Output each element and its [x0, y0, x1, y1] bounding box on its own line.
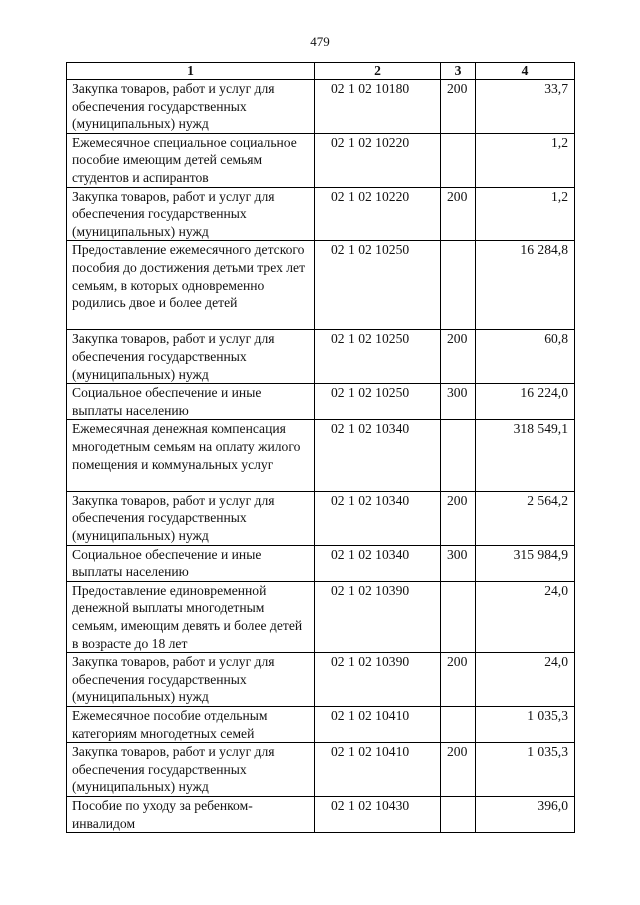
column-header-amount: 4	[476, 63, 575, 80]
row-type-cell: 300	[441, 545, 476, 581]
table-row	[67, 491, 575, 545]
row-code-cell: 02 1 02 10220	[315, 187, 441, 241]
row-name-cell: Ежемесячная денежная компенсация многодетным семьям на оплату жилого помещения и коммунальных услуг	[67, 420, 315, 491]
row-amount-cell: 33,7	[476, 80, 575, 134]
row-amount-cell: 1 035,3	[476, 706, 575, 742]
row-type-cell	[441, 796, 476, 832]
table-row	[67, 241, 575, 330]
row-type-cell: 200	[441, 653, 476, 707]
row-amount-cell: 318 549,1	[476, 420, 575, 491]
row-type-cell	[441, 241, 476, 330]
row-name-cell: Ежемесячное специальное социальное пособие имеющим детей семьям студентов и аспирантов	[67, 133, 315, 187]
row-name-cell: Закупка товаров, работ и услуг для обеспечения государственных (муниципальных) нужд	[67, 743, 315, 797]
row-name-cell: Ежемесячное пособие отдельным категориям многодетных семей	[67, 706, 315, 742]
row-type-cell	[441, 706, 476, 742]
table-row	[67, 545, 575, 581]
row-name-cell: Социальное обеспечение и иные выплаты населению	[67, 384, 315, 420]
row-type-cell: 200	[441, 743, 476, 797]
row-code-cell: 02 1 02 10250	[315, 241, 441, 330]
row-type-cell: 200	[441, 330, 476, 384]
row-code-cell: 02 1 02 10390	[315, 581, 441, 652]
row-code-cell: 02 1 02 10220	[315, 133, 441, 187]
table-row	[67, 796, 575, 832]
row-amount-cell: 396,0	[476, 796, 575, 832]
table-row	[67, 384, 575, 420]
table-row	[67, 706, 575, 742]
table-body	[67, 80, 575, 833]
row-amount-cell: 24,0	[476, 581, 575, 652]
table-row	[67, 653, 575, 707]
column-header-name: 1	[67, 63, 315, 80]
row-amount-cell: 315 984,9	[476, 545, 575, 581]
row-code-cell: 02 1 02 10410	[315, 743, 441, 797]
row-amount-cell: 2 564,2	[476, 491, 575, 545]
row-name-cell: Закупка товаров, работ и услуг для обеспечения государственных (муниципальных) нужд	[67, 330, 315, 384]
row-code-cell: 02 1 02 10250	[315, 330, 441, 384]
row-amount-cell: 16 284,8	[476, 241, 575, 330]
row-code-cell: 02 1 02 10340	[315, 420, 441, 491]
budget-table	[66, 62, 575, 833]
row-code-cell: 02 1 02 10340	[315, 491, 441, 545]
row-amount-cell: 1 035,3	[476, 743, 575, 797]
row-type-cell: 200	[441, 187, 476, 241]
table-header-row	[67, 63, 575, 80]
row-type-cell	[441, 581, 476, 652]
row-amount-cell: 16 224,0	[476, 384, 575, 420]
row-type-cell	[441, 420, 476, 491]
row-code-cell: 02 1 02 10180	[315, 80, 441, 134]
row-code-cell: 02 1 02 10340	[315, 545, 441, 581]
table-row	[67, 187, 575, 241]
row-name-cell: Закупка товаров, работ и услуг для обеспечения государственных (муниципальных) нужд	[67, 80, 315, 134]
row-code-cell: 02 1 02 10430	[315, 796, 441, 832]
row-amount-cell: 24,0	[476, 653, 575, 707]
row-type-cell: 200	[441, 491, 476, 545]
table-row	[67, 330, 575, 384]
page-number: 479	[310, 34, 330, 49]
row-name-cell: Предоставление ежемесячного детского пособия до достижения детьми трех лет семьям, в которых одновременно родились двое и более детей	[67, 241, 315, 330]
row-amount-cell: 60,8	[476, 330, 575, 384]
row-code-cell: 02 1 02 10410	[315, 706, 441, 742]
table-row	[67, 743, 575, 797]
row-code-cell: 02 1 02 10390	[315, 653, 441, 707]
row-code-cell: 02 1 02 10250	[315, 384, 441, 420]
row-name-cell: Социальное обеспечение и иные выплаты населению	[67, 545, 315, 581]
row-amount-cell: 1,2	[476, 187, 575, 241]
table-row	[67, 80, 575, 134]
row-name-cell: Закупка товаров, работ и услуг для обеспечения государственных (муниципальных) нужд	[67, 491, 315, 545]
row-name-cell: Пособие по уходу за ребенком-инвалидом	[67, 796, 315, 832]
table-row	[67, 133, 575, 187]
row-type-cell: 300	[441, 384, 476, 420]
table-row	[67, 420, 575, 491]
row-type-cell: 200	[441, 80, 476, 134]
row-name-cell: Предоставление единовременной денежной выплаты многодетным семьям, имеющим девять и более детей в возрасте до 18 лет	[67, 581, 315, 652]
row-name-cell: Закупка товаров, работ и услуг для обеспечения государственных (муниципальных) нужд	[67, 653, 315, 707]
column-header-type: 3	[441, 63, 476, 80]
column-header-code: 2	[315, 63, 441, 80]
table-row	[67, 581, 575, 652]
row-amount-cell: 1,2	[476, 133, 575, 187]
row-type-cell	[441, 133, 476, 187]
row-name-cell: Закупка товаров, работ и услуг для обеспечения государственных (муниципальных) нужд	[67, 187, 315, 241]
